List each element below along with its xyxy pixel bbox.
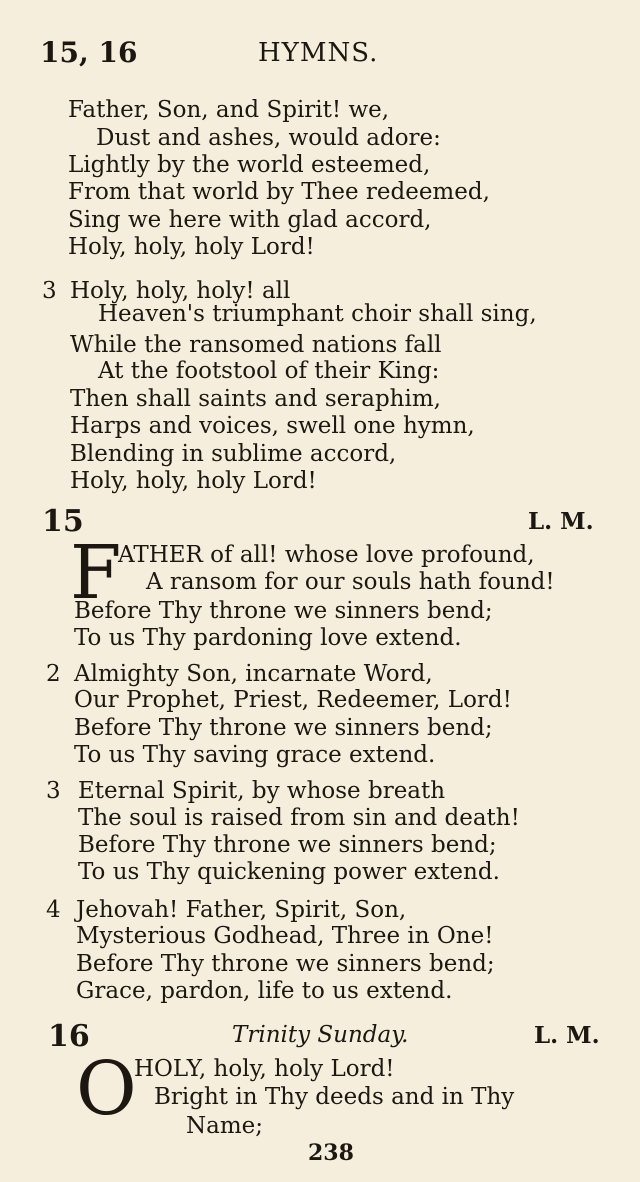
verse-line: Mysterious Godhead, Three in One!: [76, 923, 494, 949]
page-header: [40, 36, 600, 72]
verse-number: 3: [46, 778, 61, 804]
verse-line: Bright in Thy deeds and in Thy: [154, 1084, 515, 1110]
verse-line: Eternal Spirit, by whose breath: [78, 778, 446, 804]
verse-line: Our Prophet, Priest, Redeemer, Lord!: [74, 687, 512, 713]
verse-line: To us Thy quickening power extend.: [78, 859, 500, 885]
verse-line: Then shall saints and seraphim,: [70, 386, 441, 412]
verse-line: Sing we here with glad accord,: [68, 207, 432, 233]
drop-cap: F: [70, 530, 122, 616]
verse-line: Grace, pardon, life to us extend.: [76, 978, 453, 1004]
verse-line: Blending in sublime accord,: [70, 441, 397, 467]
hymn-occasion: Trinity Sunday.: [232, 1022, 409, 1048]
verse-line: ATHER of all! whose love profound,: [118, 542, 535, 568]
verse-line: Father, Son, and Spirit! we,: [68, 97, 390, 123]
verse-line: While the ransomed nations fall: [70, 332, 442, 358]
verse-line: Before Thy throne we sinners bend;: [74, 598, 493, 624]
verse-line: At the footstool of their King:: [98, 358, 440, 384]
verse-line: Harps and voices, swell one hymn,: [70, 413, 475, 439]
verse-number: 2: [46, 661, 61, 687]
verse-line: Jehovah! Father, Spirit, Son,: [76, 897, 407, 923]
drop-cap: O: [76, 1046, 137, 1132]
hymn-meter: L. M.: [534, 1022, 600, 1049]
verse-line: Holy, holy, holy Lord!: [68, 234, 315, 260]
verse-line: Lightly by the world esteemed,: [68, 152, 431, 178]
header-title: HYMNS.: [258, 38, 379, 68]
verse-line: The soul is raised from sin and death!: [78, 805, 520, 831]
verse-line: Name;: [186, 1113, 264, 1139]
verse-line: Heaven's triumphant choir shall sing,: [98, 301, 537, 327]
verse-number: 4: [46, 897, 61, 923]
verse-line: Before Thy throne we sinners bend;: [76, 951, 495, 977]
verse-line: Almighty Son, incarnate Word,: [74, 661, 433, 687]
verse-line: Before Thy throne we sinners bend;: [74, 715, 493, 741]
hymn-meter: L. M.: [528, 508, 594, 535]
verse-line: Before Thy throne we sinners bend;: [78, 832, 497, 858]
verse-line: A ransom for our souls hath found!: [146, 569, 555, 595]
verse-line: Holy, holy, holy Lord!: [70, 468, 317, 494]
header-hymn-numbers: 15, 16: [40, 36, 138, 69]
hymn-number: 16: [48, 1019, 90, 1054]
verse-line: From that world by Thee redeemed,: [68, 179, 490, 205]
verse-line: Holy, holy, holy! all: [70, 278, 291, 304]
hymn-number: 15: [42, 504, 84, 539]
verse-number: 3: [42, 278, 57, 304]
verse-line: Dust and ashes, would adore:: [96, 125, 441, 151]
verse-line: To us Thy pardoning love extend.: [74, 625, 462, 651]
verse-line: To us Thy saving grace extend.: [74, 742, 436, 768]
verse-line: HOLY, holy, holy Lord!: [134, 1056, 395, 1082]
page-number: 238: [308, 1140, 354, 1166]
